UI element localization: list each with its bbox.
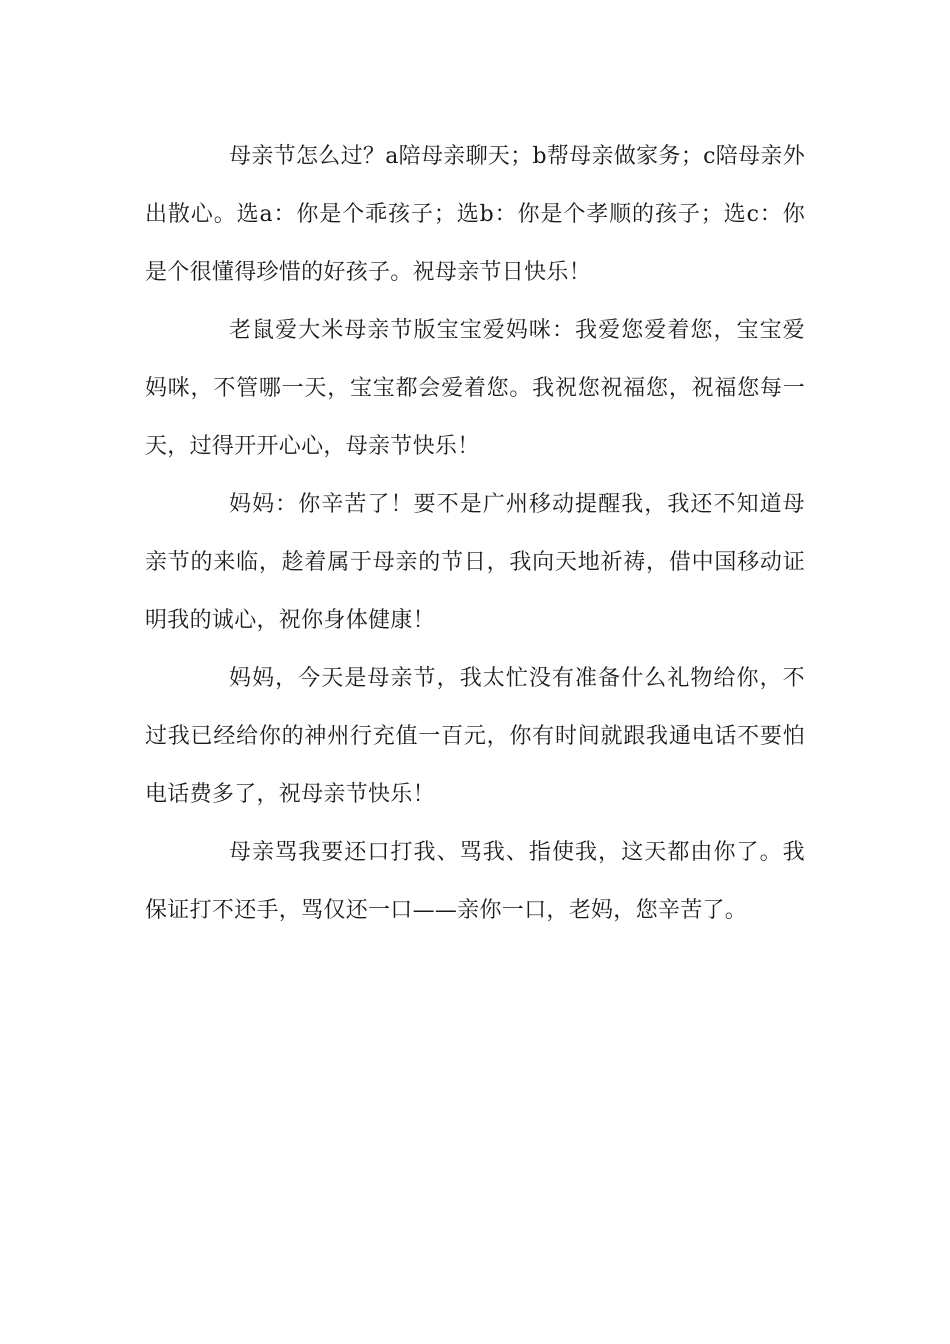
paragraph-2: 老鼠爱大米母亲节版宝宝爱妈咪：我爱您爱着您，宝宝爱妈咪，不管哪一天，宝宝都会爱着您。我祝您祝福您，祝福您每一天，过得开开心心，母亲节快乐！ — [145, 318, 805, 459]
paragraph-4: 妈妈，今天是母亲节，我太忙没有准备什么礼物给你，不过我已经给你的神州行充值一百元，你有时间就跟我通电话不要怕电话费多了，祝母亲节快乐！ — [145, 666, 805, 807]
paragraph-5: 母亲骂我要还口打我、骂我、指使我，这天都由你了。我保证打不还手，骂仅还一口——亲你一口，老妈，您辛苦了。 — [145, 840, 805, 923]
paragraph-1: 母亲节怎么过？a陪母亲聊天；b帮母亲做家务；c陪母亲外出散心。选a：你是个乖孩子；选b：你是个孝顺的孩子；选c：你是个很懂得珍惜的好孩子。祝母亲节日快乐！ — [145, 144, 805, 285]
document-body — [145, 128, 805, 940]
paragraph-3: 妈妈：你辛苦了！要不是广州移动提醒我，我还不知道母亲节的来临，趁着属于母亲的节日，我向天地祈祷，借中国移动证明我的诚心，祝你身体健康！ — [145, 492, 805, 633]
